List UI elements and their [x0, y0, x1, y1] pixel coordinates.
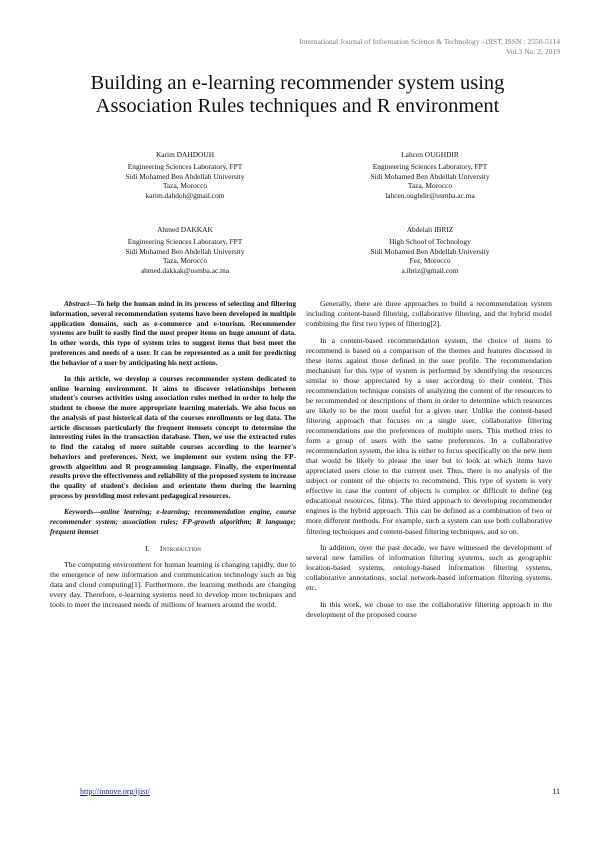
body-paragraph-2: In a content-based recommendation system, the choice of items to recommend is based on a comparison of the themes and features discussed in these items against those defined in the user profile. The recommendation mechanism for this type of system is performed by identifying the resources similar to those appreciated by a user according to their content. This recommendation technique consists of analyzing the content of the resources to be recommended or descriptions of them in order to determine which resources are likely to be the most useful for a given user. Unlike the content-based filtering approach that focuses on a single user, collaborative filtering recommendations use the preferences of multiple users. This method tries to form a group of users with the same preferences. In a collaborative recommendation system, the idea is either to focus specifically on the new item that would be likely to please the user but to look at which items have appreciated users close to the current user. Thus, there is no analysis of the subject or content of the objects to recommend. This type of system is very effective in case the content of objects is complex or difficult to define (eg educational resources, films). The third approach to developing recommender engines is the hybrid approach. This can be defined as a combination of two or more different methods. For example, such a system can use both collaborative filtering techniques and content-based filtering techniques, and so on. — [306, 335, 552, 536]
author-name: Abdelali IBRIZ — [406, 225, 454, 234]
author-affiliation: Engineering Sciences Laboratory, FPT — [127, 237, 243, 247]
author-email[interactable]: karim.dahdoh@gmail.com — [145, 190, 225, 200]
author-affiliation: Engineering Sciences Laboratory, FPT — [372, 162, 488, 172]
section-heading-introduction — [50, 544, 296, 554]
author-affiliation: Sidi Mohamed Ben Abdellah University — [370, 171, 490, 181]
author-affiliation: Sidi Mohamed Ben Abdellah University — [370, 246, 490, 256]
author-block-4 — [320, 225, 540, 275]
right-column — [306, 299, 552, 626]
author-email[interactable]: a.ibriz@gmail.com — [401, 265, 459, 275]
intro-paragraph-1: The computing environment for human learning is changing rapidly, due to the emergence of new information and communication technology such as big data and cloud computing[1]. Furthermore, the learning methods are changing every day. Therefore, e-learning systems need to develop more techniques and tools to meet the increased needs of millions of learners around the world. — [50, 560, 296, 610]
journal-header-line1: International Journal of Information Science & Technology –iJIST, ISSN : 2550-5114 — [299, 37, 560, 46]
journal-url-link[interactable]: http://innove.org/ijist/ — [80, 787, 150, 796]
left-column — [50, 299, 296, 617]
author-name: Lahcen OUGHDIR — [401, 150, 459, 159]
author-affiliation: Sidi Mohamed Ben Abdellah University — [125, 171, 245, 181]
abstract-text-1: To help the human mind in its process of selecting and filtering information, several recommendation systems have been developed in multiple application domains, such as e-commerce and e-tourism. Recommender systems are built to easily find the most proper items on huge amount of data. In other words, this type of system tries to suggest items that best meet the preferences and needs of a user. It can be represented as a unit for predicting the behavior of a user by anticipating his next actions. — [50, 299, 296, 367]
author-name: Karim DAHDOUH — [155, 150, 215, 159]
keywords-paragraph — [50, 507, 296, 536]
author-affiliation: Engineering Sciences Laboratory, FPT — [127, 162, 243, 172]
paper-title-line1: Building an e-learning recommender system using — [90, 72, 505, 94]
body-paragraph-1: Generally, there are three approaches to build a recommendation system including content-based filtering, collaborative filtering, and the hybrid model combining the first two types of filtering[2]. — [306, 299, 552, 329]
body-paragraph-3: In addition, over the past decade, we have witnessed the development of several new families of information filtering systems, such as geographic location-based systems, ontology-based information filtering systems, collaborative annotations, social network-based information filtering systems, etc. — [306, 543, 552, 593]
paper-title — [30, 72, 565, 118]
abstract-paragraph-1 — [50, 299, 296, 367]
abstract-lead: Abstract— — [64, 299, 97, 308]
page-number: 11 — [552, 787, 560, 796]
author-email[interactable]: ahmed.dakkak@usmba.ac.ma — [140, 265, 230, 275]
journal-header-line2: Vol.3 No. 2, 2019 — [506, 47, 560, 56]
author-name: Ahmed DAKKAK — [157, 225, 213, 234]
body-paragraph-4: In this work, we chose to use the collaborative filtering approach in the development of the proposed course — [306, 599, 552, 619]
author-email[interactable]: lahcen.oughdir@usmba.ac.ma — [385, 190, 475, 200]
author-location: Taza, Morocco — [407, 181, 453, 191]
author-affiliation: Sidi Mohamed Ben Abdellah University — [125, 246, 245, 256]
author-location: Taza, Morocco — [162, 181, 208, 191]
paper-title-line2: Association Rules techniques and R environment — [95, 95, 500, 117]
author-block-1 — [75, 150, 295, 200]
author-location: Fez, Morocco — [409, 256, 451, 266]
section-number: I. — [144, 544, 150, 554]
abstract-text-2: In this article, we develop a courses recommender system dedicated to online learning environment. It aims to discover relationships between student's courses activities using association rules method in order to help the student to choose the more appropriate learning materials. We also focus on the analysis of past historical data of the courses enrollments or log data. The article discusses particularly the frequent itemsets concept to determine the interesting rules in the transaction database. Then, we use the extracted rules to find the catalog of more suitable courses according to the learner's behaviors and preferences. Next, we implement our system using the FP-growth algorithm and R programming language. Finally, the experimental results prove the effectiveness and reliability of the proposed system to increase the quality of student's decision and orientate them during the learning process by providing most relevant pedagogical resources. — [50, 373, 296, 500]
section-title: Introduction — [159, 544, 202, 554]
author-block-3 — [75, 225, 295, 275]
keywords-text: online learning; e-learning; recommendation engine, course recommender system; association rules; FP-growth algorithm; R language; frequent itemset — [50, 507, 296, 536]
abstract-paragraph-2 — [50, 374, 296, 501]
author-affiliation: High School of Technology — [389, 237, 471, 247]
journal-header — [160, 37, 560, 57]
author-block-2 — [320, 150, 540, 200]
keywords-lead: Keywords— — [64, 507, 101, 516]
author-location: Taza, Morocco — [162, 256, 208, 266]
